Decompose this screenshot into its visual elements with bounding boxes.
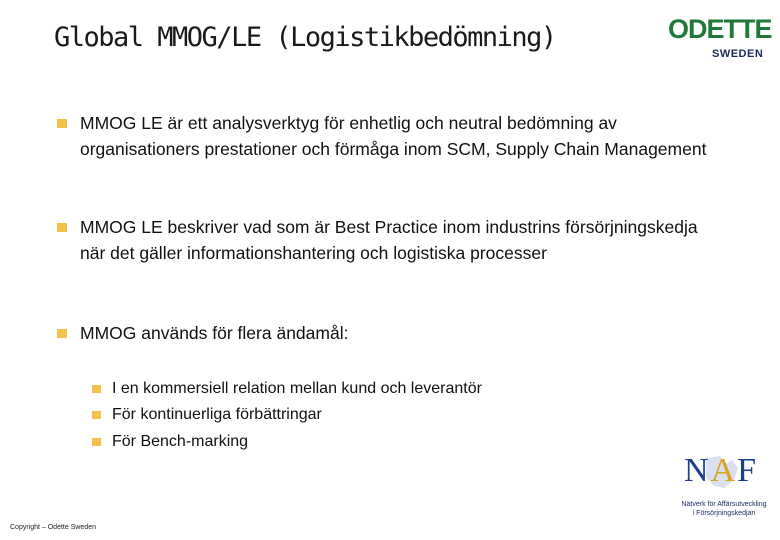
sub-bullet-square-icon <box>92 411 101 419</box>
naf-logo <box>676 452 772 522</box>
sub-bullet-text: För Bench-marking <box>112 433 249 450</box>
naf-tagline <box>676 500 772 518</box>
naf-tagline-line-1: Nätverk för Affärsutveckling <box>681 501 767 508</box>
sub-bullet-square-icon <box>92 385 101 393</box>
bullet-item <box>80 110 720 162</box>
naf-letter-a: A <box>710 452 738 489</box>
bullet-text: MMOG LE beskriver vad som är Best Practice inom industrins försörjningskedja när det gäller informationshantering och logistiska processer <box>80 217 698 263</box>
naf-letter-n: N <box>684 452 711 489</box>
bullet-item <box>80 214 720 266</box>
bullet-square-icon <box>57 223 67 232</box>
sub-bullet-item <box>112 432 248 452</box>
naf-letters <box>684 452 758 490</box>
naf-tagline-line-2: i Försörjningskedjan <box>692 510 756 517</box>
odette-logo-sub: SWEDEN <box>712 48 764 60</box>
slide-title: Global MMOG/LE (Logistikbedömning) <box>54 22 556 53</box>
odette-logo <box>666 14 770 64</box>
sub-bullet-text: För kontinuerliga förbättringar <box>112 406 322 423</box>
sub-bullet-text: I en kommersiell relation mellan kund och leverantör <box>112 380 482 397</box>
sub-bullet-square-icon <box>92 438 101 446</box>
bullet-square-icon <box>57 119 67 128</box>
naf-letter-f: F <box>737 452 759 489</box>
sub-bullet-item <box>112 379 482 399</box>
odette-logo-word: ODETTE <box>668 14 772 44</box>
copyright-text: Copyright – Odette Sweden <box>10 524 96 531</box>
sub-bullet-item <box>112 405 322 425</box>
bullet-square-icon <box>57 329 67 338</box>
bullet-text: MMOG används för flera ändamål: <box>80 323 349 343</box>
bullet-item <box>80 320 720 346</box>
bullet-text: MMOG LE är ett analysverktyg för enhetlig och neutral bedömning av organisationers prestationer och förmåga inom SCM, Supply Chain Management <box>80 113 707 159</box>
